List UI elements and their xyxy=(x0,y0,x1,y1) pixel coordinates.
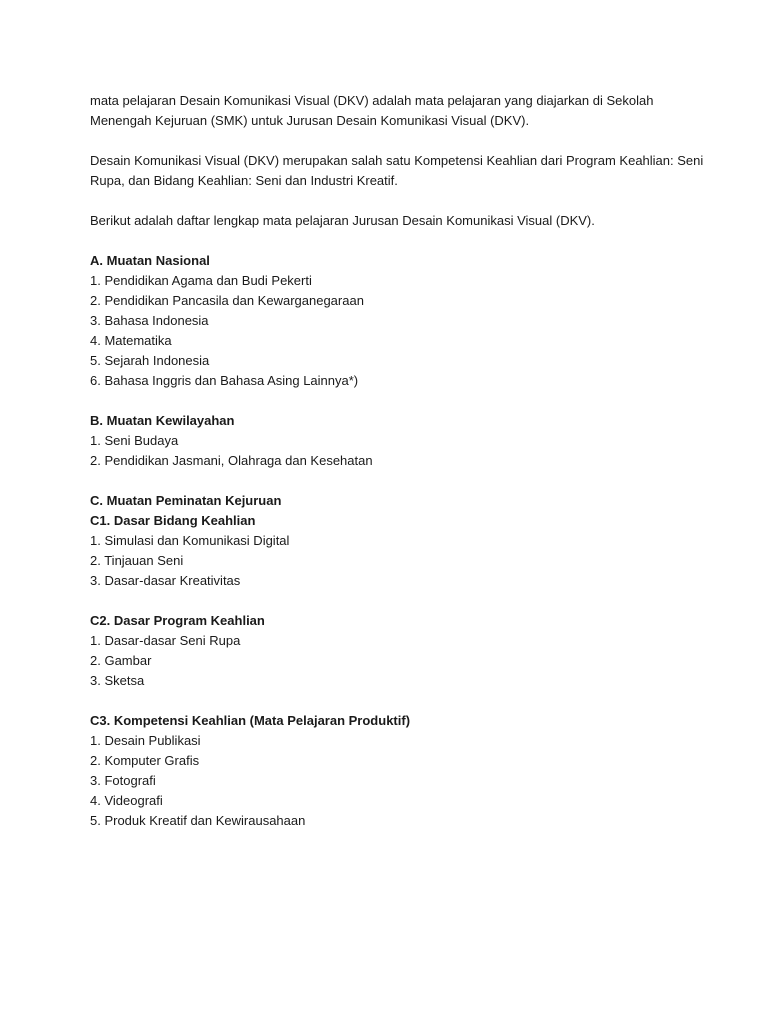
intro-paragraph-1 xyxy=(90,91,700,131)
list-item: 3. Dasar-dasar Kreativitas xyxy=(90,573,241,588)
list-item: 6. Bahasa Inggris dan Bahasa Asing Lainnya*) xyxy=(90,373,359,388)
text-line: Rupa, dan Bidang Keahlian: Seni dan Industri Kreatif. xyxy=(90,173,398,188)
subject-list xyxy=(90,271,700,391)
section-heading: B. Muatan Kewilayahan xyxy=(90,413,235,428)
section-muatan-nasional xyxy=(90,251,700,391)
intro-paragraph-3 xyxy=(90,211,700,231)
section-kompetensi-keahlian xyxy=(90,711,700,831)
text-line: Berikut adalah daftar lengkap mata pelajaran Jurusan Desain Komunikasi Visual (DKV). xyxy=(90,213,595,228)
list-item: 1. Simulasi dan Komunikasi Digital xyxy=(90,533,290,548)
subsection-heading: C2. Dasar Program Keahlian xyxy=(90,613,265,628)
intro-paragraph-2 xyxy=(90,151,704,191)
text-line: Desain Komunikasi Visual (DKV) merupakan salah satu Kompetensi Keahlian dari Program Keahlian: Seni xyxy=(90,153,704,168)
list-item: 2. Gambar xyxy=(90,653,152,668)
section-dasar-bidang-keahlian xyxy=(90,491,700,591)
list-item: 2. Tinjauan Seni xyxy=(90,553,184,568)
list-item: 1. Seni Budaya xyxy=(90,433,179,448)
text-line: mata pelajaran Desain Komunikasi Visual (DKV) adalah mata pelajaran yang diajarkan di Sekolah xyxy=(90,93,654,108)
list-item: 2. Pendidikan Jasmani, Olahraga dan Kesehatan xyxy=(90,453,373,468)
text-line: Menengah Kejuruan (SMK) untuk Jurusan Desain Komunikasi Visual (DKV). xyxy=(90,113,530,128)
subject-list xyxy=(90,631,700,691)
subsection-heading: C1. Dasar Bidang Keahlian xyxy=(90,513,256,528)
section-dasar-program-keahlian xyxy=(90,611,700,691)
list-item: 5. Produk Kreatif dan Kewirausahaan xyxy=(90,813,306,828)
list-item: 1. Dasar-dasar Seni Rupa xyxy=(90,633,241,648)
list-item: 3. Sketsa xyxy=(90,673,145,688)
list-item: 4. Matematika xyxy=(90,333,172,348)
list-item: 2. Pendidikan Pancasila dan Kewarganegaraan xyxy=(90,293,364,308)
section-muatan-kewilayahan xyxy=(90,411,700,471)
list-item: 3. Bahasa Indonesia xyxy=(90,313,209,328)
list-item: 2. Komputer Grafis xyxy=(90,753,200,768)
subject-list xyxy=(90,731,700,831)
list-item: 3. Fotografi xyxy=(90,773,156,788)
section-heading: C. Muatan Peminatan Kejuruan xyxy=(90,493,282,508)
list-item: 1. Pendidikan Agama dan Budi Pekerti xyxy=(90,273,312,288)
subject-list xyxy=(90,431,700,471)
section-heading: A. Muatan Nasional xyxy=(90,253,210,268)
list-item: 4. Videografi xyxy=(90,793,163,808)
list-item: 1. Desain Publikasi xyxy=(90,733,201,748)
list-item: 5. Sejarah Indonesia xyxy=(90,353,210,368)
subject-list xyxy=(90,531,700,591)
subsection-heading: C3. Kompetensi Keahlian (Mata Pelajaran Produktif) xyxy=(90,713,411,728)
document-page xyxy=(90,91,704,851)
